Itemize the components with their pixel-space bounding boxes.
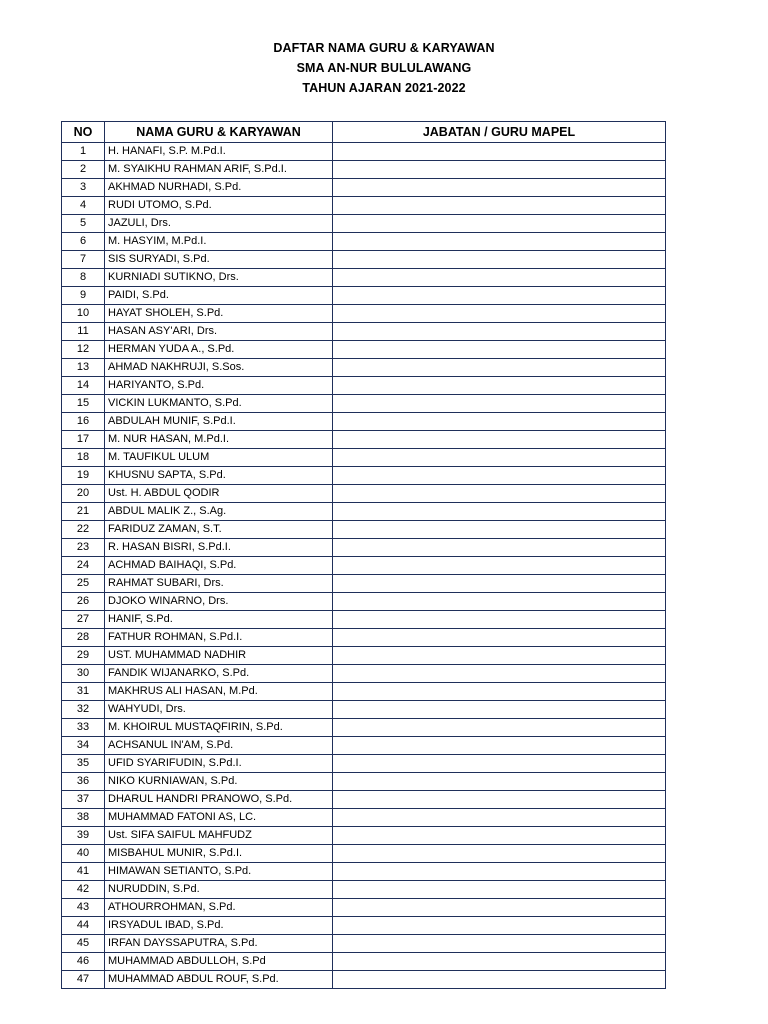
staff-name: FATHUR ROHMAN, S.Pd.I. — [105, 629, 333, 647]
table-row — [62, 395, 666, 413]
staff-jabatan — [333, 377, 666, 395]
staff-jabatan — [333, 917, 666, 935]
table-row — [62, 971, 666, 989]
staff-jabatan — [333, 557, 666, 575]
row-number: 3 — [62, 179, 105, 197]
staff-jabatan — [333, 485, 666, 503]
staff-jabatan — [333, 827, 666, 845]
table-row — [62, 413, 666, 431]
staff-jabatan — [333, 539, 666, 557]
table-row — [62, 251, 666, 269]
row-number: 15 — [62, 395, 105, 413]
staff-name: ATHOURROHMAN, S.Pd. — [105, 899, 333, 917]
staff-name: KHUSNU SAPTA, S.Pd. — [105, 467, 333, 485]
table-row — [62, 863, 666, 881]
table-row — [62, 701, 666, 719]
staff-name: ACHSANUL IN'AM, S.Pd. — [105, 737, 333, 755]
table-row — [62, 215, 666, 233]
staff-jabatan — [333, 161, 666, 179]
staff-name: AHMAD NAKHRUJI, S.Sos. — [105, 359, 333, 377]
staff-jabatan — [333, 521, 666, 539]
row-number: 45 — [62, 935, 105, 953]
row-number: 38 — [62, 809, 105, 827]
row-number: 11 — [62, 323, 105, 341]
staff-jabatan — [333, 575, 666, 593]
staff-name: FANDIK WIJANARKO, S.Pd. — [105, 665, 333, 683]
row-number: 36 — [62, 773, 105, 791]
row-number: 39 — [62, 827, 105, 845]
staff-name: Ust. H. ABDUL QODIR — [105, 485, 333, 503]
staff-jabatan — [333, 251, 666, 269]
table-row — [62, 269, 666, 287]
table-row — [62, 665, 666, 683]
row-number: 9 — [62, 287, 105, 305]
table-row — [62, 467, 666, 485]
table-row — [62, 179, 666, 197]
row-number: 16 — [62, 413, 105, 431]
table-row — [62, 773, 666, 791]
staff-name: RAHMAT SUBARI, Drs. — [105, 575, 333, 593]
staff-name: WAHYUDI, Drs. — [105, 701, 333, 719]
row-number: 14 — [62, 377, 105, 395]
staff-jabatan — [333, 449, 666, 467]
table-row — [62, 503, 666, 521]
staff-jabatan — [333, 701, 666, 719]
header-jabatan: JABATAN / GURU MAPEL — [333, 122, 666, 143]
row-number: 24 — [62, 557, 105, 575]
table-row — [62, 539, 666, 557]
row-number: 18 — [62, 449, 105, 467]
table-row — [62, 899, 666, 917]
staff-name: KURNIADI SUTIKNO, Drs. — [105, 269, 333, 287]
row-number: 4 — [62, 197, 105, 215]
row-number: 21 — [62, 503, 105, 521]
staff-name: DHARUL HANDRI PRANOWO, S.Pd. — [105, 791, 333, 809]
staff-jabatan — [333, 359, 666, 377]
staff-name: JAZULI, Drs. — [105, 215, 333, 233]
row-number: 26 — [62, 593, 105, 611]
row-number: 10 — [62, 305, 105, 323]
staff-name: Ust. SIFA SAIFUL MAHFUDZ — [105, 827, 333, 845]
row-number: 40 — [62, 845, 105, 863]
table-row — [62, 341, 666, 359]
staff-jabatan — [333, 341, 666, 359]
staff-name: M. NUR HASAN, M.Pd.I. — [105, 431, 333, 449]
row-number: 33 — [62, 719, 105, 737]
table-row — [62, 431, 666, 449]
staff-jabatan — [333, 953, 666, 971]
staff-jabatan — [333, 935, 666, 953]
staff-jabatan — [333, 179, 666, 197]
row-number: 28 — [62, 629, 105, 647]
staff-name: ACHMAD BAIHAQI, S.Pd. — [105, 557, 333, 575]
staff-name: MUHAMMAD ABDULLOH, S.Pd — [105, 953, 333, 971]
staff-name: HAYAT SHOLEH, S.Pd. — [105, 305, 333, 323]
staff-jabatan — [333, 413, 666, 431]
table-header-row — [62, 122, 666, 143]
document-title — [0, 38, 768, 98]
staff-jabatan — [333, 503, 666, 521]
table-row — [62, 935, 666, 953]
staff-jabatan — [333, 323, 666, 341]
staff-jabatan — [333, 287, 666, 305]
row-number: 34 — [62, 737, 105, 755]
staff-name: H. HANAFI, S.P. M.Pd.I. — [105, 143, 333, 161]
staff-name: DJOKO WINARNO, Drs. — [105, 593, 333, 611]
row-number: 29 — [62, 647, 105, 665]
table-row — [62, 845, 666, 863]
staff-name: M. SYAIKHU RAHMAN ARIF, S.Pd.I. — [105, 161, 333, 179]
row-number: 13 — [62, 359, 105, 377]
staff-jabatan — [333, 143, 666, 161]
table-row — [62, 197, 666, 215]
staff-name: PAIDI, S.Pd. — [105, 287, 333, 305]
staff-name: MAKHRUS ALI HASAN, M.Pd. — [105, 683, 333, 701]
staff-jabatan — [333, 593, 666, 611]
staff-jabatan — [333, 719, 666, 737]
row-number: 22 — [62, 521, 105, 539]
staff-table — [61, 121, 666, 989]
staff-jabatan — [333, 899, 666, 917]
staff-jabatan — [333, 269, 666, 287]
row-number: 42 — [62, 881, 105, 899]
title-line-1: DAFTAR NAMA GURU & KARYAWAN — [273, 41, 495, 55]
staff-jabatan — [333, 863, 666, 881]
table-row — [62, 287, 666, 305]
table-row — [62, 143, 666, 161]
staff-name: HERMAN YUDA A., S.Pd. — [105, 341, 333, 359]
staff-jabatan — [333, 305, 666, 323]
staff-name: HIMAWAN SETIANTO, S.Pd. — [105, 863, 333, 881]
staff-name: MUHAMMAD FATONI AS, LC. — [105, 809, 333, 827]
table-row — [62, 575, 666, 593]
staff-jabatan — [333, 665, 666, 683]
row-number: 6 — [62, 233, 105, 251]
table-row — [62, 827, 666, 845]
staff-jabatan — [333, 683, 666, 701]
staff-name: R. HASAN BISRI, S.Pd.I. — [105, 539, 333, 557]
staff-jabatan — [333, 611, 666, 629]
staff-jabatan — [333, 791, 666, 809]
staff-jabatan — [333, 737, 666, 755]
table-row — [62, 485, 666, 503]
row-number: 17 — [62, 431, 105, 449]
table-row — [62, 323, 666, 341]
row-number: 47 — [62, 971, 105, 989]
table-row — [62, 953, 666, 971]
staff-name: M. HASYIM, M.Pd.I. — [105, 233, 333, 251]
staff-name: NURUDDIN, S.Pd. — [105, 881, 333, 899]
row-number: 32 — [62, 701, 105, 719]
row-number: 2 — [62, 161, 105, 179]
title-line-2: SMA AN-NUR BULULAWANG — [296, 61, 472, 75]
row-number: 46 — [62, 953, 105, 971]
staff-jabatan — [333, 845, 666, 863]
staff-jabatan — [333, 971, 666, 989]
staff-name: ABDUL MALIK Z., S.Ag. — [105, 503, 333, 521]
table-row — [62, 683, 666, 701]
header-no: NO — [62, 122, 105, 143]
row-number: 27 — [62, 611, 105, 629]
header-name: NAMA GURU & KARYAWAN — [105, 122, 333, 143]
staff-name: SIS SURYADI, S.Pd. — [105, 251, 333, 269]
table-row — [62, 593, 666, 611]
row-number: 8 — [62, 269, 105, 287]
staff-name: RUDI UTOMO, S.Pd. — [105, 197, 333, 215]
staff-name: NIKO KURNIAWAN, S.Pd. — [105, 773, 333, 791]
staff-jabatan — [333, 197, 666, 215]
row-number: 35 — [62, 755, 105, 773]
table-row — [62, 917, 666, 935]
staff-name: HARIYANTO, S.Pd. — [105, 377, 333, 395]
row-number: 30 — [62, 665, 105, 683]
staff-jabatan — [333, 773, 666, 791]
row-number: 23 — [62, 539, 105, 557]
staff-name: FARIDUZ ZAMAN, S.T. — [105, 521, 333, 539]
staff-jabatan — [333, 431, 666, 449]
table-row — [62, 557, 666, 575]
staff-name: M. KHOIRUL MUSTAQFIRIN, S.Pd. — [105, 719, 333, 737]
staff-jabatan — [333, 809, 666, 827]
staff-name: UFID SYARIFUDIN, S.Pd.I. — [105, 755, 333, 773]
row-number: 19 — [62, 467, 105, 485]
row-number: 41 — [62, 863, 105, 881]
row-number: 31 — [62, 683, 105, 701]
staff-jabatan — [333, 881, 666, 899]
row-number: 7 — [62, 251, 105, 269]
staff-name: MISBAHUL MUNIR, S.Pd.I. — [105, 845, 333, 863]
table-row — [62, 647, 666, 665]
row-number: 37 — [62, 791, 105, 809]
staff-name: M. TAUFIKUL ULUM — [105, 449, 333, 467]
staff-jabatan — [333, 755, 666, 773]
staff-jabatan — [333, 467, 666, 485]
staff-jabatan — [333, 215, 666, 233]
table-row — [62, 521, 666, 539]
row-number: 5 — [62, 215, 105, 233]
staff-name: AKHMAD NURHADI, S.Pd. — [105, 179, 333, 197]
table-body — [62, 143, 666, 989]
staff-name: IRFAN DAYSSAPUTRA, S.Pd. — [105, 935, 333, 953]
staff-jabatan — [333, 629, 666, 647]
table-row — [62, 791, 666, 809]
row-number: 1 — [62, 143, 105, 161]
table-row — [62, 359, 666, 377]
table-row — [62, 449, 666, 467]
table-row — [62, 629, 666, 647]
staff-name: MUHAMMAD ABDUL ROUF, S.Pd. — [105, 971, 333, 989]
row-number: 25 — [62, 575, 105, 593]
table-row — [62, 809, 666, 827]
staff-name: IRSYADUL IBAD, S.Pd. — [105, 917, 333, 935]
table-row — [62, 161, 666, 179]
table-row — [62, 377, 666, 395]
table-row — [62, 305, 666, 323]
table-row — [62, 719, 666, 737]
table-row — [62, 737, 666, 755]
table-row — [62, 611, 666, 629]
row-number: 43 — [62, 899, 105, 917]
staff-name: UST. MUHAMMAD NADHIR — [105, 647, 333, 665]
staff-jabatan — [333, 395, 666, 413]
staff-jabatan — [333, 647, 666, 665]
title-line-3: TAHUN AJARAN 2021-2022 — [302, 81, 466, 95]
staff-jabatan — [333, 233, 666, 251]
staff-name: VICKIN LUKMANTO, S.Pd. — [105, 395, 333, 413]
staff-name: HANIF, S.Pd. — [105, 611, 333, 629]
staff-name: HASAN ASY'ARI, Drs. — [105, 323, 333, 341]
row-number: 20 — [62, 485, 105, 503]
table-row — [62, 881, 666, 899]
table-row — [62, 233, 666, 251]
row-number: 44 — [62, 917, 105, 935]
table-row — [62, 755, 666, 773]
row-number: 12 — [62, 341, 105, 359]
staff-name: ABDULAH MUNIF, S.Pd.I. — [105, 413, 333, 431]
